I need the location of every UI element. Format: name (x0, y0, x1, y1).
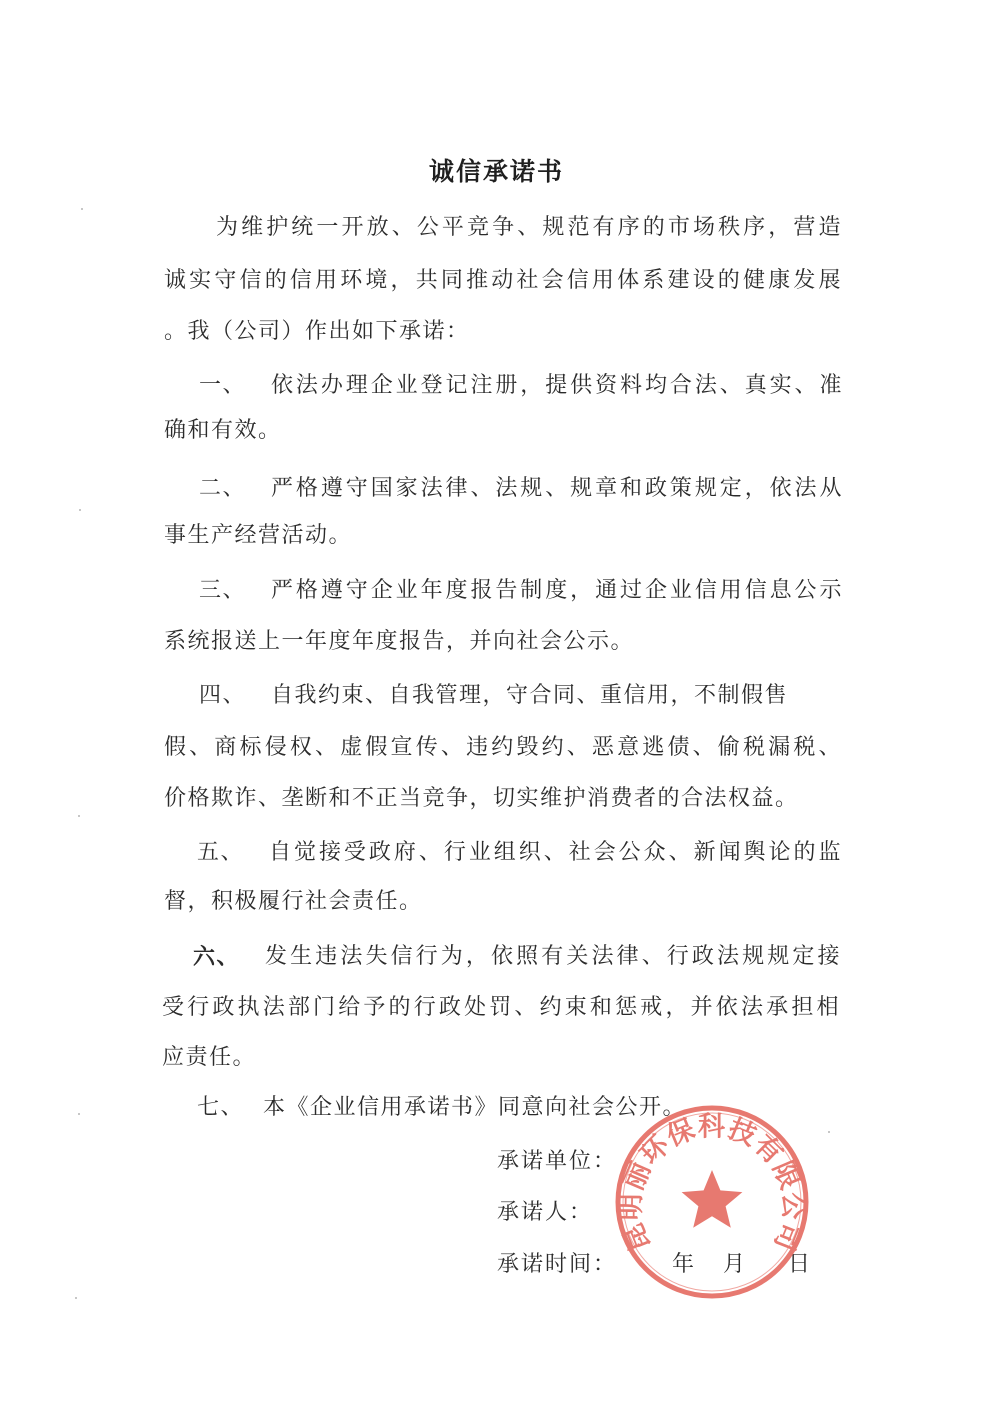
company-seal-stamp (612, 1102, 812, 1302)
scan-mark (78, 1113, 80, 1115)
signature-date-label: 承诺时间： (497, 1252, 618, 1277)
signature-person-label: 承诺人： (497, 1200, 594, 1225)
item-1-number: 一、 (199, 373, 247, 398)
date-day: 日 (788, 1252, 811, 1277)
item-6-text: 发生违法失信行为，依照有关法律、行政法规规定接 (265, 944, 841, 969)
seal-star (682, 1170, 743, 1228)
item-4-number: 四、 (199, 683, 247, 708)
item-7-text: 本《企业信用承诺书》同意向社会公开。 (263, 1095, 687, 1120)
item-2-number: 二、 (199, 476, 247, 501)
item-3-line-2: 系统报送上一年度年度报告，并向社会公示。 (164, 629, 635, 654)
seal-text: 昆明丽环保科技有限公司 (615, 1111, 809, 1256)
item-5-number: 五、 (197, 840, 245, 865)
scan-mark (828, 1131, 830, 1133)
scan-mark (75, 1297, 77, 1299)
item-2-line-1 (199, 474, 843, 504)
date-year: 年 (672, 1252, 695, 1277)
intro-line-3: 。我（公司）作出如下承诺： (164, 319, 470, 344)
item-1-line-2: 确和有效。 (164, 418, 282, 443)
item-5-line-1 (197, 838, 842, 868)
intro-line-2: 诚实守信的信用环境，共同推动社会信用体系建设的健康发展 (164, 268, 842, 293)
item-6-line-2: 受行政执法部门给予的行政处罚、约束和惩戒，并依法承担相 (162, 995, 840, 1020)
item-3-text: 严格遵守企业年度报告制度，通过企业信用信息公示 (271, 578, 843, 603)
document-title: 诚信承诺书 (428, 157, 564, 186)
item-3-number: 三、 (199, 578, 247, 603)
scan-mark (78, 815, 80, 817)
scan-mark (81, 208, 83, 210)
item-6-line-1 (193, 942, 841, 972)
date-month: 月 (723, 1252, 746, 1277)
item-2-line-2: 事生产经营活动。 (164, 523, 353, 548)
item-4-line-2: 假、商标侵权、虚假宣传、违约毁约、恶意逃债、偷税漏税、 (164, 735, 842, 760)
item-4-line-1 (199, 681, 788, 711)
item-1-text: 依法办理企业登记注册，提供资料均合法、真实、准 (271, 373, 843, 398)
item-3-line-1 (199, 576, 843, 606)
intro-line-1: 为维护统一开放、公平竞争、规范有序的市场秩序，营造 (216, 215, 842, 240)
item-6-number: 六、 (193, 944, 241, 970)
item-5-line-2: 督，积极履行社会责任。 (164, 889, 423, 914)
signature-unit-label: 承诺单位： (497, 1149, 618, 1174)
scan-mark (79, 509, 81, 511)
item-2-text: 严格遵守国家法律、法规、规章和政策规定，依法从 (271, 476, 843, 501)
item-7-number: 七、 (197, 1095, 245, 1120)
item-6-line-3: 应责任。 (162, 1045, 257, 1070)
item-4-text: 自我约束、自我管理，守合同、重信用，不制假售 (271, 683, 789, 708)
item-5-text: 自觉接受政府、行业组织、社会公众、新闻舆论的监 (269, 840, 842, 865)
item-4-line-3: 价格欺诈、垄断和不正当竞争，切实维护消费者的合法权益。 (164, 786, 799, 811)
item-1-line-1 (199, 371, 843, 401)
